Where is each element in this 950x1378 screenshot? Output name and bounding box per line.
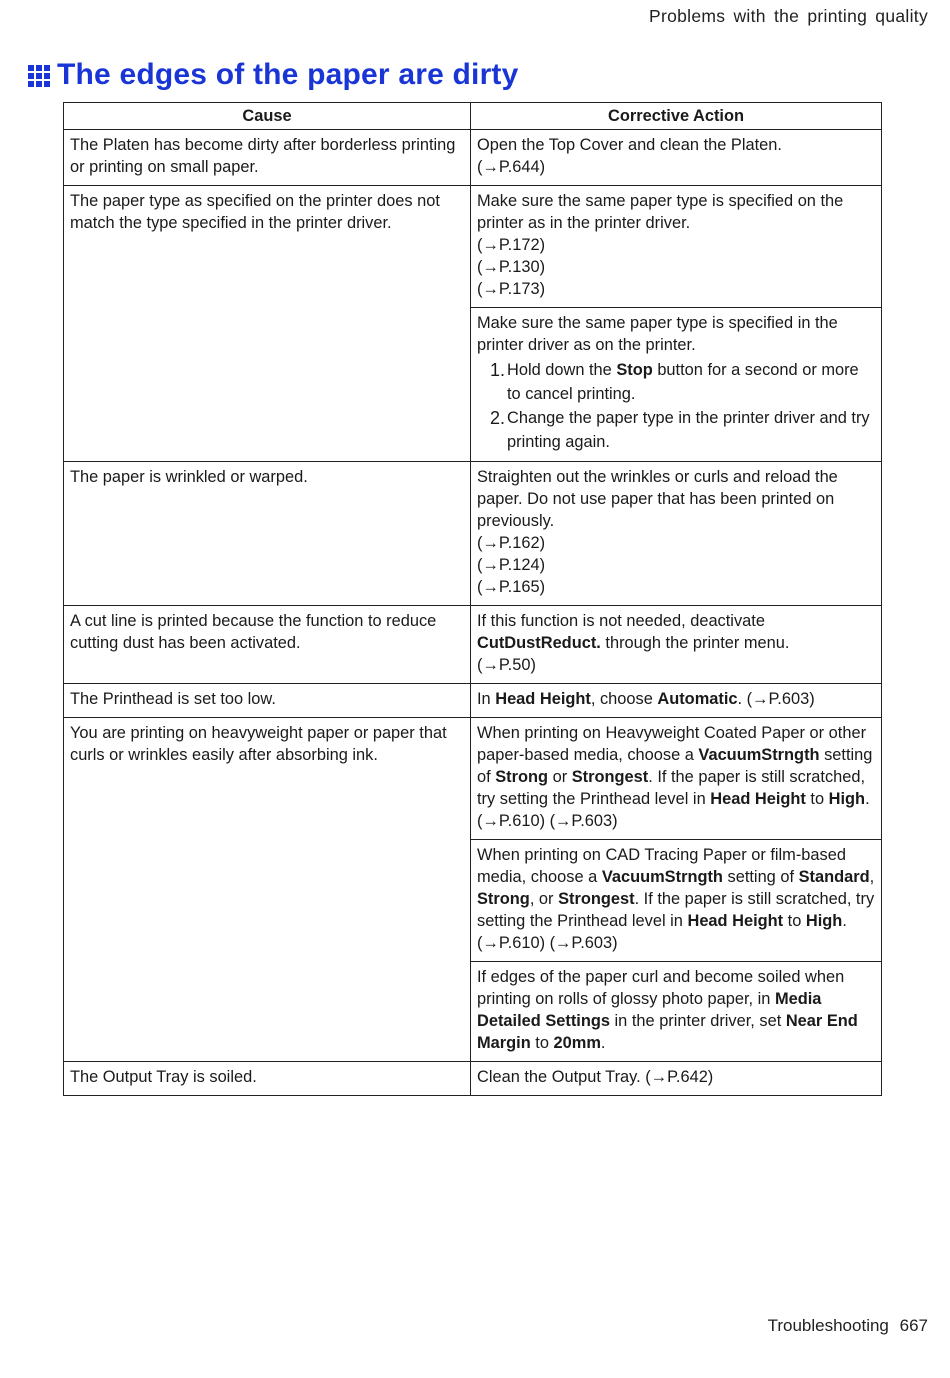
action-header: Corrective Action xyxy=(471,103,882,130)
page-reference: (→P.162) xyxy=(477,534,546,552)
page-reference: (→P.644) xyxy=(477,158,546,176)
cause-cell: The Platen has become dirty after borderless printing or printing on small paper. xyxy=(64,130,471,186)
table-row xyxy=(64,130,882,186)
action-cell xyxy=(471,186,882,308)
cause-cell: A cut line is printed because the function to reduce cutting dust has been activated. xyxy=(64,606,471,684)
grid-icon xyxy=(28,65,50,87)
action-text: Straighten out the wrinkles or curls and reload the paper. Do not use paper that has been printed on previously. xyxy=(477,468,838,530)
section-title xyxy=(28,58,519,92)
action-text: If this function is not needed, deactivate CutDustReduct. through the printer menu. xyxy=(477,612,790,652)
action-text: In Head Height, choose Automatic. (→P.603) xyxy=(477,690,815,708)
action-cell xyxy=(471,130,882,186)
page-reference: (→P.165) xyxy=(477,578,546,596)
table-row xyxy=(64,186,882,308)
running-head: Problems with the printing quality xyxy=(649,6,928,26)
step-item xyxy=(477,406,875,454)
action-text: When printing on Heavyweight Coated Paper or other paper-based media, choose a VacuumStrngth setting of Strong or Strongest. If the paper is still scratched, try setting the Printhead level in Head Height to High. (→P.610) (→P.603) xyxy=(477,724,873,830)
action-cell xyxy=(471,462,882,606)
page-reference: (→P.50) xyxy=(477,656,536,674)
table-row xyxy=(64,462,882,606)
page-footer xyxy=(768,1316,928,1336)
table-header-row xyxy=(64,103,882,130)
cause-cell: The paper is wrinkled or warped. xyxy=(64,462,471,606)
step-text: Change the paper type in the printer driver and try printing again. xyxy=(507,409,870,451)
cause-cell: You are printing on heavyweight paper or paper that curls or wrinkles easily after absorbing ink. xyxy=(64,718,471,1062)
page-number: 667 xyxy=(899,1316,928,1335)
table-row xyxy=(64,718,882,840)
action-cell xyxy=(471,606,882,684)
page-reference: (→P.172) xyxy=(477,236,546,254)
table-row xyxy=(64,684,882,718)
table-row xyxy=(64,1062,882,1096)
section-title-text: The edges of the paper are dirty xyxy=(57,58,519,91)
step-list xyxy=(477,358,875,454)
table-row xyxy=(64,606,882,684)
action-text: Make sure the same paper type is specified on the printer as in the printer driver. xyxy=(477,192,844,232)
action-cell xyxy=(471,840,882,962)
cause-cell: The paper type as specified on the printer does not match the type specified in the printer driver. xyxy=(64,186,471,462)
action-text: If edges of the paper curl and become soiled when printing on rolls of glossy photo paper, in Media Detailed Settings in the printer driver, set Near End Margin to 20mm. xyxy=(477,968,858,1052)
footer-section: Troubleshooting xyxy=(767,1316,889,1335)
action-cell xyxy=(471,718,882,840)
page-reference: (→P.124) xyxy=(477,556,546,574)
cause-header: Cause xyxy=(64,103,471,130)
page-reference: (→P.173) xyxy=(477,280,546,298)
action-cell xyxy=(471,308,882,462)
step-number: 1. xyxy=(489,360,505,380)
action-text: Clean the Output Tray. (→P.642) xyxy=(477,1068,714,1086)
troubleshooting-table xyxy=(63,102,882,1096)
cause-cell: The Printhead is set too low. xyxy=(64,684,471,718)
action-cell xyxy=(471,1062,882,1096)
action-cell xyxy=(471,962,882,1062)
action-cell xyxy=(471,684,882,718)
page-reference: (→P.130) xyxy=(477,258,546,276)
cause-cell: The Output Tray is soiled. xyxy=(64,1062,471,1096)
action-text: Make sure the same paper type is specified in the printer driver as on the printer. xyxy=(477,314,838,354)
step-item xyxy=(477,358,875,406)
step-text: Hold down the Stop button for a second or more to cancel printing. xyxy=(507,361,859,403)
action-text: Open the Top Cover and clean the Platen. xyxy=(477,136,782,154)
step-number: 2. xyxy=(489,408,505,428)
action-text: When printing on CAD Tracing Paper or film-based media, choose a VacuumStrngth setting of Standard, Strong, or Strongest. If the paper is still scratched, try setting the Printhead level in Head Height to High. (→P.610) (→P.603) xyxy=(477,846,875,952)
